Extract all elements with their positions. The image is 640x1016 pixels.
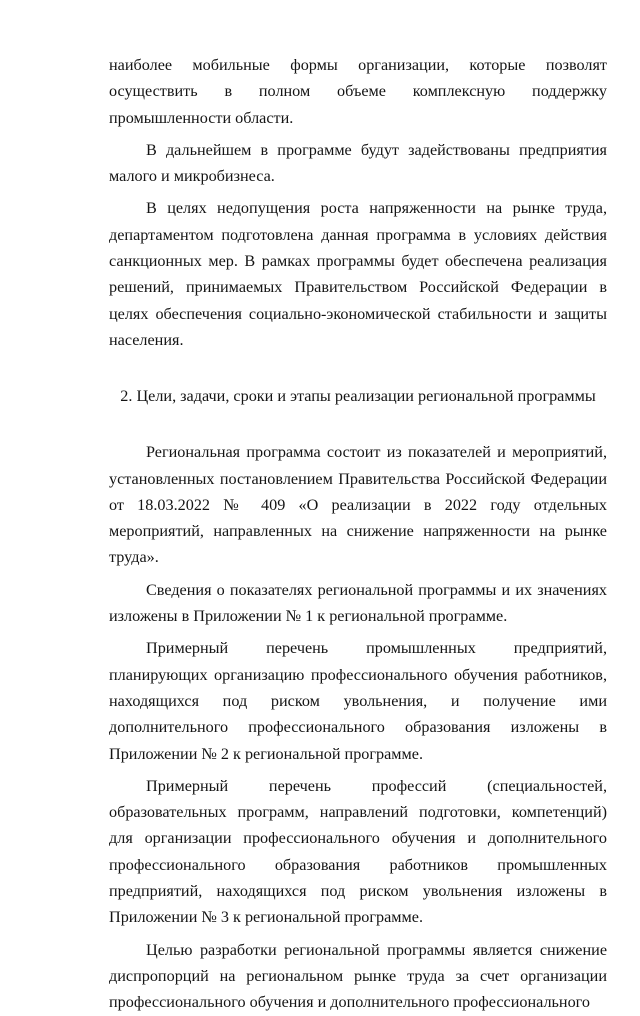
paragraph-enterprises-list: Примерный перечень промышленных предприятий, планирующих организацию профессионального обучения работников, находящихся под риском увольнения, и получение ими дополнительного профессионального образования изложены в Приложении № 2 к региональной программе. [109, 639, 607, 763]
section-heading: 2. Цели, задачи, сроки и этапы реализации региональной программы [120, 387, 596, 406]
paragraph-sanctions: В целях недопущения роста напряженности на рынке труда, департаментом подготовлена данная программа в условиях действия санкционных мер. В рамках программы будет обеспечена реализация решений, принимаемых Правительством Российской Федерации в целях обеспечения социально-экономической стабильности и защиты населения. [109, 199, 607, 349]
paragraph-indicators: Сведения о показателях региональной программы и их значениях изложены в Приложении № 1 к региональной программе. [109, 580, 607, 626]
paragraph-program-composition: Региональная программа состоит из показателей и мероприятий, установленных постановлением Правительства Российской Федерации от 18.03.2022 № 409 «О реализации в 2022 году отдельных мероприятий, направленных на снижение напряженности на рынке труда». [109, 443, 607, 567]
paragraph-professions-list: Примерный перечень профессий (специальностей, образовательных программ, направлений подготовки, компетенций) для организации профессионального обучения и дополнительного профессионального образования работников промышленных предприятий, находящихся под риском увольнения изложены в Приложении № 3 к региональной программе. [109, 776, 607, 927]
document-body [109, 52, 607, 1016]
paragraph-goal: Целью разработки региональной программы является снижение диспропорций на региональном рынке труда за счет организации профессионального обучения и дополнительного профессионального [109, 940, 607, 1012]
paragraph-small-business: В дальнейшем в программе будут задействованы предприятия малого и микробизнеса. [109, 140, 607, 186]
paragraph-continuation: наиболее мобильные формы организации, которые позволят осуществить в полном объеме комплексную поддержку промышленности области. [109, 56, 607, 127]
